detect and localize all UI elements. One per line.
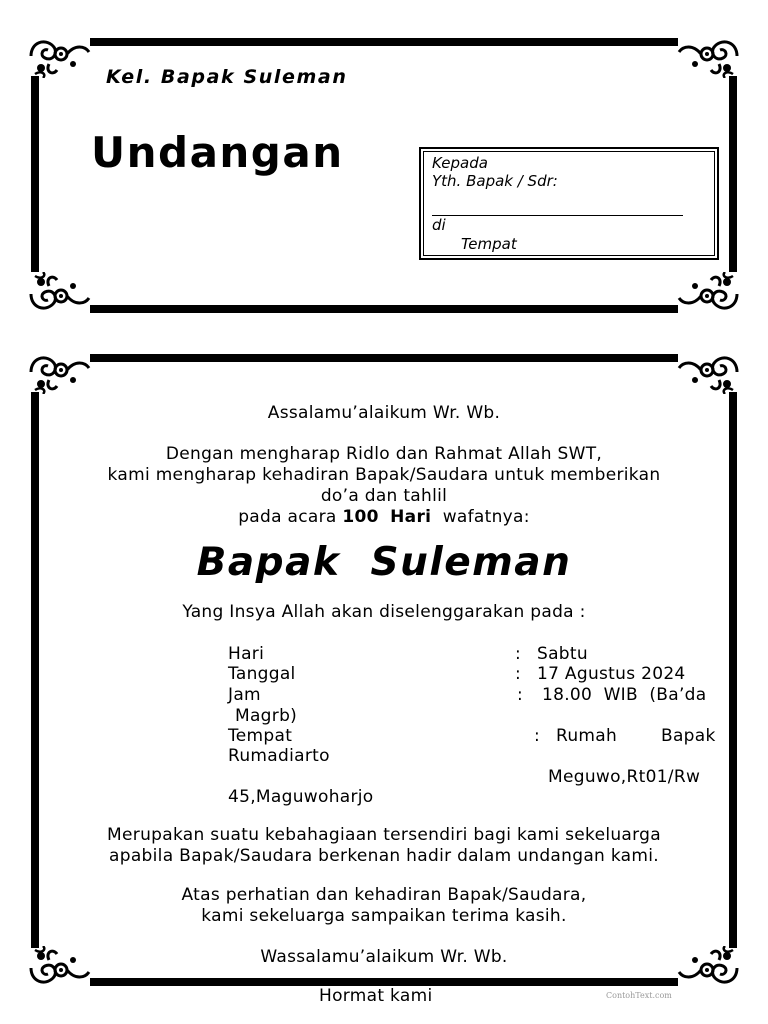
frame-top (90, 38, 678, 46)
schedule-intro: Yang Insya Allah akan diselenggarakan pada : (182, 602, 586, 622)
address-di: di (432, 216, 446, 234)
intro-line-1: Dengan mengharap Ridlo dan Rahmat Allah SWT, (165, 444, 603, 464)
family-name: Kel. Bapak Suleman (106, 66, 348, 88)
ornament-corner-icon (677, 34, 741, 78)
frame-bottom (90, 305, 678, 313)
ornament-corner-icon (27, 34, 91, 78)
frame-top (90, 354, 678, 362)
address-yth: Yth. Bapak / Sdr: (432, 172, 558, 190)
farewell: Wassalamu’alaikum Wr. Wb. (260, 947, 508, 967)
closing-line-2: apabila Bapak/Saudara berkenan hadir dalam undangan kami. (109, 846, 659, 866)
frame-left (31, 76, 39, 272)
ornament-corner-icon (677, 272, 741, 316)
tempat-value-cont-2: Meguwo,Rt01/Rw (548, 767, 701, 787)
envelope-heading: Undangan (91, 128, 344, 177)
address-kepada: Kepada (432, 154, 488, 172)
address-tempat: Tempat (461, 235, 517, 253)
watermark: ContohText.com (606, 991, 672, 1000)
event-number: 100 (342, 507, 379, 527)
tanggal-label: Tanggal (228, 664, 296, 684)
ornament-corner-icon (27, 272, 91, 316)
tempat-value-b: Bapak (661, 726, 716, 746)
deceased-name: Bapak Suleman (196, 540, 572, 585)
jam-colon: : (517, 685, 524, 705)
frame-right (729, 76, 737, 272)
signoff: Hormat kami (319, 986, 433, 1006)
address-box (419, 147, 719, 260)
event-day: Hari (390, 507, 432, 527)
closing-line-1: Merupakan suatu kebahagiaan tersendiri bagi kami sekeluarga (107, 825, 661, 845)
tempat-value-cont-3: 45,Maguwoharjo (228, 787, 374, 807)
hari-value: Sabtu (537, 644, 588, 664)
jam-label: Jam (228, 685, 261, 705)
intro-line-2: kami mengharap kehadiran Bapak/Saudara untuk memberikan (107, 465, 661, 485)
tempat-value-cont-1: Rumadiarto (228, 746, 330, 766)
ornament-corner-icon (677, 350, 741, 394)
jam-value-cont: Magrb) (235, 706, 298, 726)
intro-line-3: do’a dan tahlil (320, 486, 448, 506)
ornament-corner-icon (27, 350, 91, 394)
tempat-label: Tempat (228, 726, 293, 746)
tempat-colon: : (534, 726, 541, 746)
tanggal-colon: : (515, 664, 522, 684)
jam-value: 18.00 WIB (Ba’da (542, 685, 707, 705)
greeting: Assalamu’alaikum Wr. Wb. (267, 403, 501, 423)
address-name-line (432, 215, 683, 216)
hari-label: Hari (228, 644, 265, 664)
tempat-value-a: Rumah (556, 726, 618, 746)
tanggal-value: 17 Agustus 2024 (537, 664, 686, 684)
thanks-line-1: Atas perhatian dan kehadiran Bapak/Saudara, (181, 885, 587, 905)
frame-bottom (90, 978, 678, 986)
event-suffix: wafatnya: (442, 507, 530, 527)
event-prefix: pada acara (238, 507, 337, 527)
hari-colon: : (515, 644, 522, 664)
event-line (0, 507, 768, 527)
thanks-line-2: kami sekeluarga sampaikan terima kasih. (201, 906, 567, 926)
